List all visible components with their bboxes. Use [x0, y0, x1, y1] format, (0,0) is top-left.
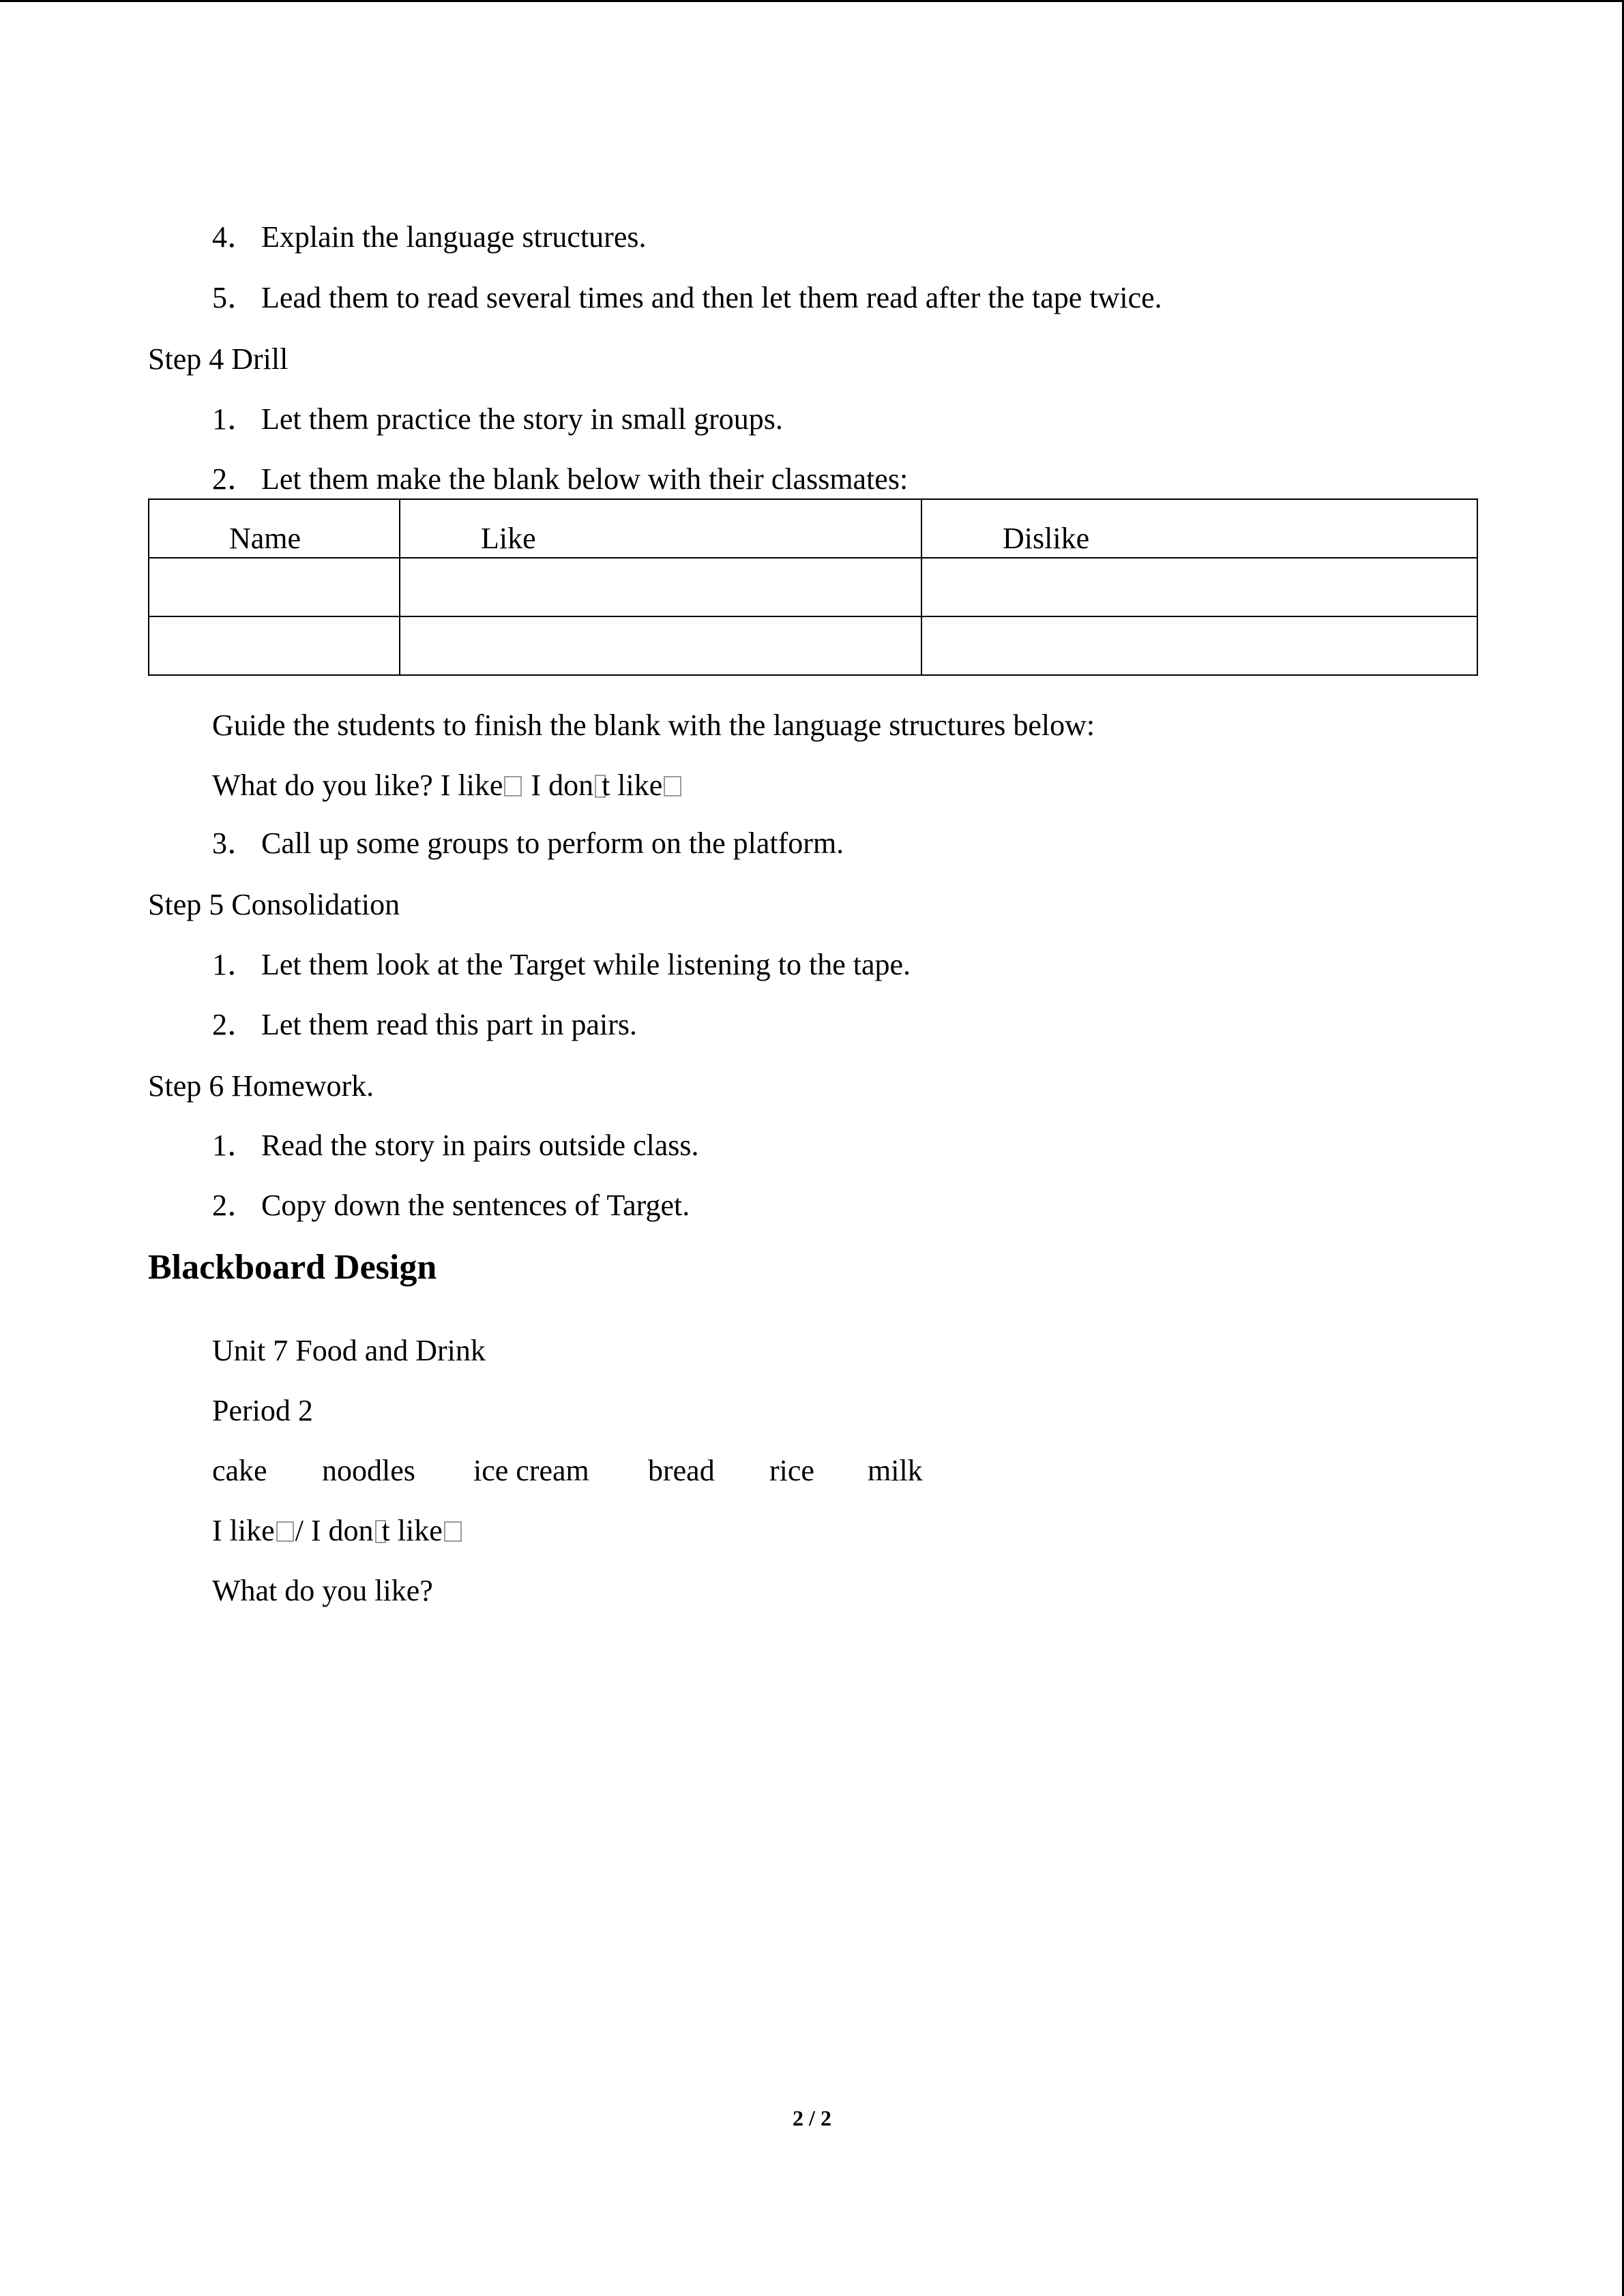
step5-item-1 [212, 946, 911, 983]
step4-item-3 [212, 825, 844, 862]
missing-glyph-box [444, 1521, 462, 1542]
missing-glyph-box [276, 1521, 294, 1542]
table-header-name: Name [149, 499, 400, 558]
step4-item-2 [212, 461, 908, 498]
list-number: 1． [212, 1129, 257, 1162]
table-header-row [149, 499, 1477, 558]
list-number: 1． [212, 948, 257, 981]
list-text: Let them make the blank below with their classmates: [261, 462, 909, 496]
blackboard-unit: Unit 7 Food and Drink [212, 1334, 486, 1367]
word-item: milk [868, 1454, 923, 1487]
step6-title: Step 6 Homework. [148, 1069, 374, 1103]
list-number: 5． [212, 281, 257, 314]
list-text: Let them read this part in pairs. [261, 1008, 638, 1041]
language-structure [212, 767, 683, 804]
list-number: 2． [212, 462, 257, 496]
list-number: 3． [212, 826, 257, 860]
table-header-like: Like [400, 499, 921, 558]
list-text: Read the story in pairs outside class. [261, 1129, 699, 1162]
list-text: Explain the language structures. [261, 220, 647, 254]
table-cell [149, 616, 400, 675]
word-item: cake [212, 1454, 267, 1487]
step4-item-1 [212, 401, 783, 438]
table-row [149, 558, 1477, 616]
table-cell [400, 558, 921, 616]
step6-item-1 [212, 1127, 699, 1164]
step4-title: Step 4 Drill [148, 342, 289, 376]
table-cell [921, 558, 1477, 616]
list-number: 1． [212, 402, 257, 436]
step6-item-2 [212, 1187, 690, 1224]
sentence-part: t like [381, 1514, 443, 1547]
word-item: ice cream [473, 1454, 589, 1487]
step3-item-5 [212, 280, 1162, 316]
sentence-part: I like [212, 1514, 275, 1547]
blackboard-word-list [212, 1452, 923, 1489]
word-item: bread [648, 1454, 715, 1487]
page-number: 2 / 2 [793, 2106, 831, 2130]
structure-part: I don [523, 769, 594, 802]
sentence-part: / I don [295, 1514, 374, 1547]
list-text: Lead them to read several times and then let them read after the tape twice. [261, 281, 1162, 314]
list-number: 2． [212, 1189, 257, 1222]
structure-part: What do you like? I like [212, 769, 503, 802]
guide-text: Guide the students to finish the blank with the language structures below: [212, 709, 1095, 742]
table-cell [400, 616, 921, 675]
survey-table [148, 498, 1478, 676]
list-text: Let them look at the Target while listening to the tape. [261, 948, 911, 981]
table-cell [921, 616, 1477, 675]
blackboard-sentence [212, 1512, 463, 1549]
blackboard-period: Period 2 [212, 1394, 313, 1427]
missing-glyph-box [664, 776, 681, 796]
table-row [149, 616, 1477, 675]
structure-part: t like [602, 769, 663, 802]
blackboard-question: What do you like? [212, 1574, 433, 1607]
word-item: rice [769, 1454, 814, 1487]
list-text: Call up some groups to perform on the platform. [261, 826, 844, 860]
step5-item-2 [212, 1007, 637, 1043]
list-text: Copy down the sentences of Target. [261, 1189, 690, 1222]
step3-item-4 [212, 219, 646, 256]
table-header-dislike: Dislike [921, 499, 1477, 558]
blackboard-heading: Blackboard Design [148, 1248, 437, 1287]
step5-title: Step 5 Consolidation [148, 888, 400, 921]
table-cell [149, 558, 400, 616]
list-text: Let them practice the story in small groups. [261, 402, 783, 436]
word-item: noodles [322, 1454, 415, 1487]
list-number: 4． [212, 220, 257, 254]
list-number: 2． [212, 1008, 257, 1041]
missing-glyph-box [504, 776, 522, 796]
